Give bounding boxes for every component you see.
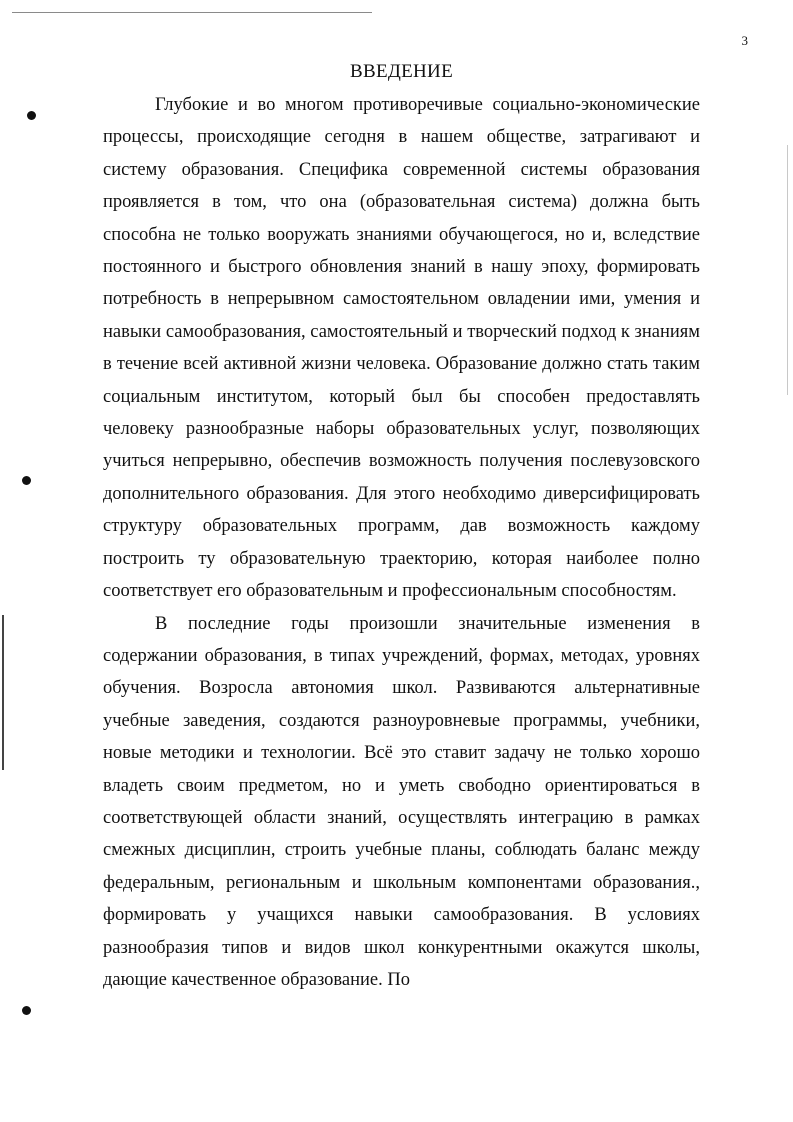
punch-hole-mark [22,1006,31,1015]
paragraph: В последние годы произошли значительные изменения в содержании образования, в типах учреждений, формах, методах, уровнях обучения. Возросла автономия школ. Развиваются альтернативные учебные заведения, создаются разноуровневые программы, учебники, новые методики и технологии. Всё это ставит задачу не только хорошо владеть своим предметом, но и уметь свободно ориентироваться в соответствующей области знаний, осуществлять интеграцию в рамках смежных дисциплин, строить учебные планы, соблюдать баланс между федеральным, региональным и школьным компонентами образования., формировать у учащихся навыки самообразования. В условиях разнообразия типов и видов школ конкурентными окажутся школы, дающие качественное образование. По [103,613,700,990]
scan-artifact-right-line [787,145,788,395]
punch-hole-mark [27,111,36,120]
scan-artifact-top-line [12,12,372,13]
section-title: ВВЕДЕНИЕ [350,61,453,82]
body-text [103,89,700,996]
punch-hole-mark [22,476,31,485]
page-number: 3 [741,33,748,48]
paragraph: Глубокие и во многом противоречивые социально-экономические процессы, происходящие сегодня в нашем обществе, затрагивают и систему образования. Специфика современной системы образования проявляется в том, что она (образовательная система) должна быть способна не только вооружать знаниями обучающегося, но и, вследствие постоянного и быстрого обновления знаний в нашу эпоху, формировать потребность в непрерывном самостоятельном овладении ими, умения и навыки самообразования, самостоятельный и творческий подход к знаниям в течение всей активной жизни человека. Образование должно стать таким социальным институтом, который был бы способен предоставлять человеку разнообразные наборы образовательных услуг, позволяющих учиться непрерывно, обеспечив возможность получения послевузовского дополнительного образования. Для этого необходимо диверсифицировать структуру образовательных программ, дав возможность каждому построить ту образовательную траекторию, которая наиболее полно соответствует его образовательным и профессиональным способностям. [103,95,700,602]
scan-artifact-left-line [2,615,4,770]
